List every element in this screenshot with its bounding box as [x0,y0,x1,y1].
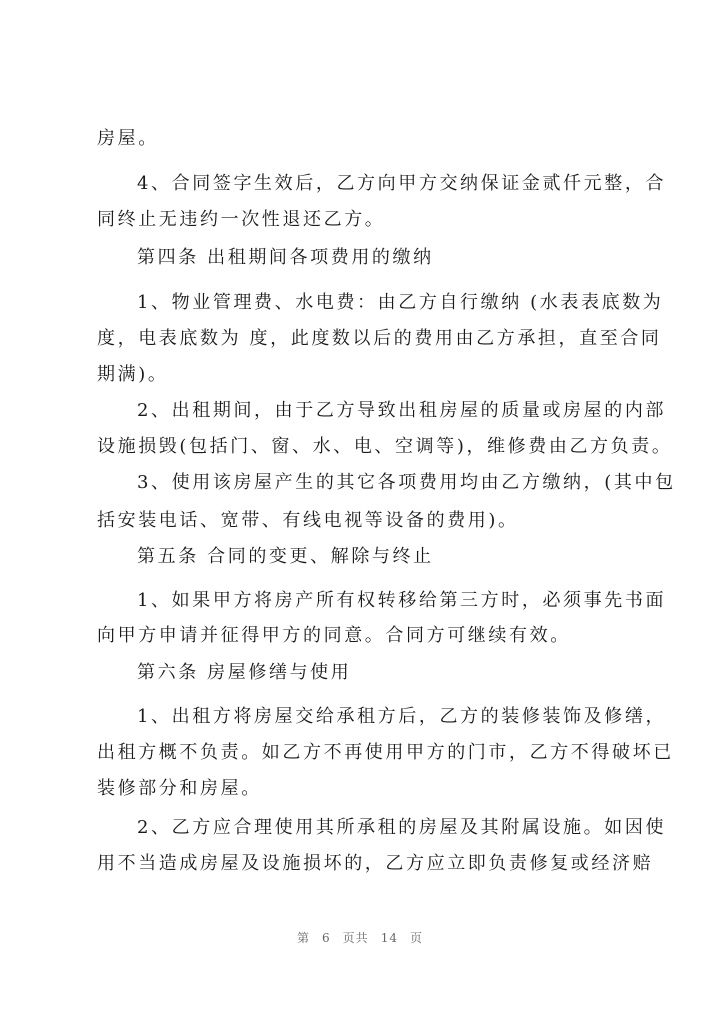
text-line: 3、使用该房屋产生的其它各项费用均由乙方缴纳，(其中包 [137,472,676,493]
text-line: 期满)。 [97,364,169,385]
text-line: 用不当造成房屋及设施损坏的，乙方应立即负责修复或经济赔 [97,853,654,874]
text-line: 设施损毁(包括门、窗、水、电、空调等)，维修费由乙方负责。 [97,436,673,457]
footer-suffix: 页 [409,931,423,945]
text-line: 2、乙方应合理使用其所承租的房屋及其附属设施。如因使 [137,817,667,838]
text-line: 度，电表底数为 度，此度数以后的费用由乙方承担，直至合同 [97,328,662,349]
text-line: 2、出租期间，由于乙方导致出租房屋的质量或房屋的内部 [137,400,667,421]
section-heading: 第四条 出租期间各项费用的缴纳 [137,247,434,268]
section-heading: 第五条 合同的变更、解除与终止 [137,546,434,567]
text-line: 装修部分和房屋。 [97,778,262,799]
footer-middle: 页共 [342,931,369,945]
text-line: 同终止无违约一次性退还乙方。 [97,209,386,230]
text-line: 向甲方申请并征得甲方的同意。合同方可继续有效。 [97,625,571,646]
footer-prefix: 第 [297,931,311,945]
section-heading: 第六条 房屋修缮与使用 [137,662,352,683]
text-line: 1、如果甲方将房产所有权转移给第三方时，必须事先书面 [137,590,667,611]
text-line: 括安装电话、宽带、有线电视等设备的费用)。 [97,510,519,531]
text-line: 1、物业管理费、水电费：由乙方自行缴纳 (水表表底数为 [137,292,664,313]
text-line: 4、合同签字生效后，乙方向甲方交纳保证金贰仟元整，合 [137,173,667,194]
total-pages: 14 [380,931,398,945]
page-footer [0,929,720,946]
text-line: 房屋。 [97,128,159,149]
page-number: 6 [322,931,331,945]
text-line: 出租方概不负责。如乙方不再使用甲方的门市，乙方不得破坏已 [97,742,674,763]
text-line: 1、出租方将房屋交给承租方后，乙方的装修装饰及修缮， [137,706,667,727]
